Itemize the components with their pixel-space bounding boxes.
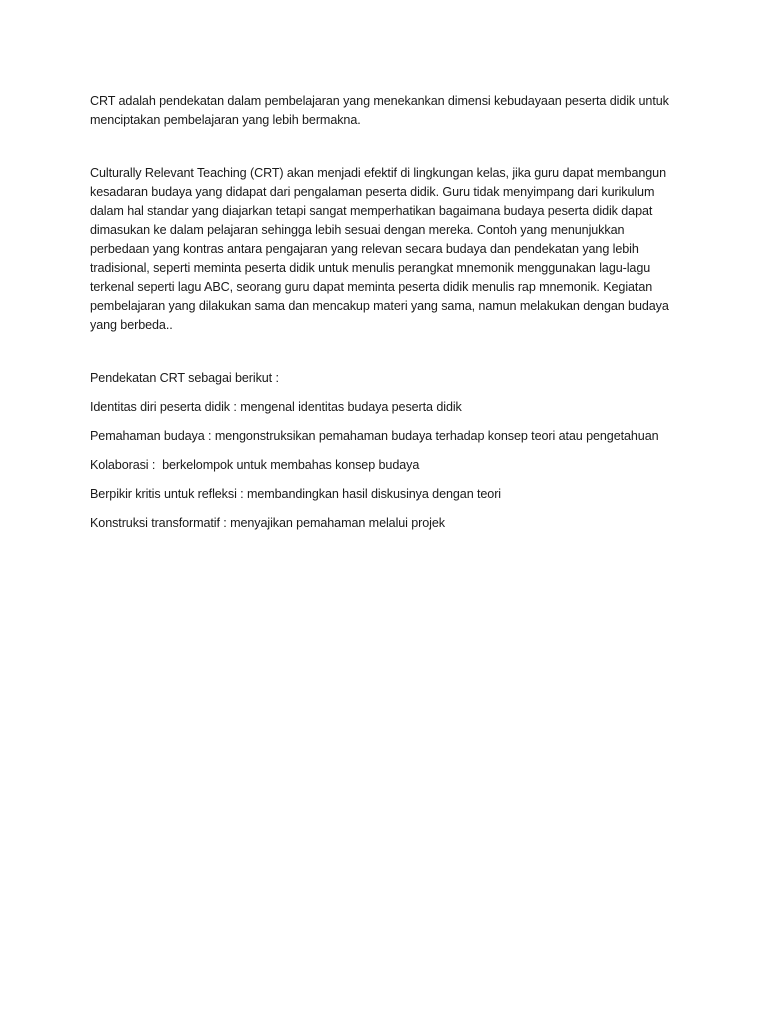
intro-paragraph: CRT adalah pendekatan dalam pembelajaran yang menekankan dimensi kebudayaan peserta didik untuk menciptakan pembelajaran yang lebih bermakna.	[90, 94, 669, 127]
list-item: Pemahaman budaya : mengonstruksikan pemahaman budaya terhadap konsep teori atau pengetahuan	[90, 429, 659, 443]
list-item: Berpikir kritis untuk refleksi : membandingkan hasil diskusinya dengan teori	[90, 487, 501, 501]
list-item: Kolaborasi : berkelompok untuk membahas konsep budaya	[90, 458, 420, 472]
list-heading: Pendekatan CRT sebagai berikut :	[90, 371, 279, 385]
list-item: Konstruksi transformatif : menyajikan pemahaman melalui projek	[90, 516, 445, 530]
document-content	[90, 92, 686, 543]
body-paragraph: Culturally Relevant Teaching (CRT) akan menjadi efektif di lingkungan kelas, jika guru dapat membangun kesadaran budaya yang didapat dari pengalaman peserta didik. Guru tidak menyimpang dari kurikulum dalam hal standar yang diajarkan tetapi sangat memperhatikan bagaimana budaya peserta didik dapat dimasukan ke dalam pelajaran sehingga lebih sesuai dengan mereka. Contoh yang menunjukkan perbedaan yang kontras antara pengajaran yang relevan secara budaya dan pendekatan yang lebih tradisional, seperti meminta peserta didik untuk menulis perangkat mnemonik menggunakan lagu-lagu terkenal seperti lagu ABC, seorang guru dapat meminta peserta didik menulis rap mnemonik. Kegiatan pembelajaran yang dilakukan sama dan mencakup materi yang sama, namun melakukan dengan budaya yang berbeda..	[90, 166, 669, 332]
list-item: Identitas diri peserta didik : mengenal identitas budaya peserta didik	[90, 400, 462, 414]
